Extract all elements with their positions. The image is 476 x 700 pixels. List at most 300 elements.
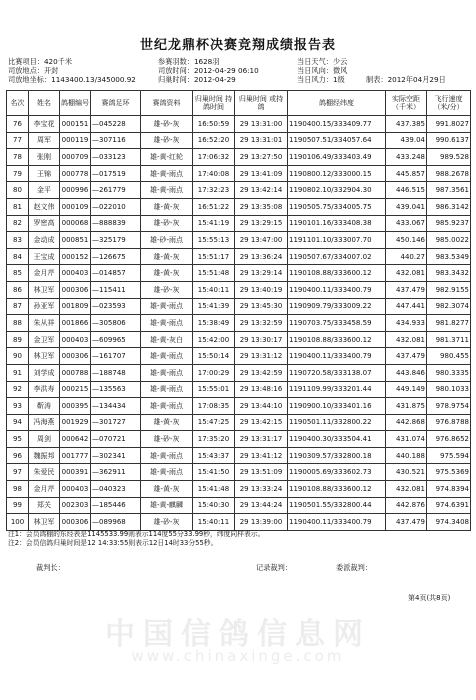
footnotes [8, 530, 264, 548]
cell-hold-time: 17:35:20 [193, 431, 235, 448]
cell-ring: —014857 [91, 265, 141, 282]
info-item: 比赛项目：420千米 [8, 57, 73, 66]
table-row [7, 198, 471, 215]
cell-coordinates: 1190309.57/332800.18 [288, 447, 386, 464]
table-row [7, 149, 471, 166]
cell-distance: 437.479 [386, 281, 427, 298]
cell-rank: 88 [7, 315, 29, 332]
cell-coordinates: 1190507.67/334007.02 [288, 248, 386, 265]
cell-coordinates: 1190400.15/333409.77 [288, 116, 386, 133]
cell-hold-time: 15:41:50 [193, 464, 235, 481]
cell-distance: 430.521 [386, 464, 427, 481]
cell-rank: 91 [7, 364, 29, 381]
cell-coordinates: 1190802.10/332904.30 [288, 182, 386, 199]
cell-hold-time: 15:51:48 [193, 265, 235, 282]
cell-name: 周军 [29, 132, 60, 149]
cell-coordinates: 1190703.75/333458.59 [288, 315, 386, 332]
cell-hold-time: 16:51:22 [193, 198, 235, 215]
info-item: 司放地点：开封 [8, 66, 59, 75]
cell-bird-info: 雄-黄-麒麟 [141, 497, 193, 514]
cell-bird-info: 雄-黄-雨点 [141, 447, 193, 464]
cell-loft-no: 001777 [60, 447, 91, 464]
results-table [6, 90, 471, 531]
watermark-url: www.chinaxinge.com [131, 647, 345, 665]
table-row [7, 165, 471, 182]
committee-label: 委派裁判： [336, 563, 372, 572]
col-header-name: 姓名 [29, 91, 60, 116]
cell-coordinates: 1190400.11/333400.79 [288, 348, 386, 365]
cell-speed: 975.594 [427, 447, 471, 464]
cell-arrival: 29 13:33:24 [235, 481, 288, 498]
cell-rank: 93 [7, 398, 29, 415]
table-row [7, 182, 471, 199]
cell-bird-info: 雄-黄-灰 [141, 414, 193, 431]
cell-distance: 447.441 [386, 298, 427, 315]
table-row [7, 215, 471, 232]
cell-loft-no: 000306 [60, 281, 91, 298]
col-header-distance: 实际空距 （千米） [386, 91, 427, 116]
col-header-speed: 飞行速度 （米/分） [427, 91, 471, 116]
cell-distance: 442.876 [386, 497, 427, 514]
cell-distance: 432.081 [386, 265, 427, 282]
cell-bird-info: 雄-砂-灰 [141, 132, 193, 149]
cell-arrival: 29 13:45:30 [235, 298, 288, 315]
cell-arrival: 29 13:41:12 [235, 447, 288, 464]
cell-ring: —305806 [91, 315, 141, 332]
cell-speed: 975.5369 [427, 464, 471, 481]
cell-hold-time: 16:52:20 [193, 132, 235, 149]
cell-coordinates: 1190101.16/333408.38 [288, 215, 386, 232]
cell-speed: 981.8277 [427, 315, 471, 332]
cell-coordinates: 1190106.49/333403.49 [288, 149, 386, 166]
cell-distance: 432.081 [386, 481, 427, 498]
cell-hold-time: 16:50:59 [193, 116, 235, 133]
table-row [7, 431, 471, 448]
cell-distance: 434.933 [386, 315, 427, 332]
cell-ring: —185446 [91, 497, 141, 514]
cell-arrival: 29 13:29:15 [235, 215, 288, 232]
cell-coordinates: 1190005.69/333602.73 [288, 464, 386, 481]
cell-hold-time: 15:47:25 [193, 414, 235, 431]
cell-arrival: 29 13:44:10 [235, 398, 288, 415]
cell-distance: 431.074 [386, 431, 427, 448]
cell-arrival: 29 13:36:24 [235, 248, 288, 265]
cell-bird-info: 雄-黄-灰 [141, 198, 193, 215]
info-item: 当日天气：少云 [297, 57, 348, 66]
cell-speed: 974.3408 [427, 514, 471, 531]
cell-speed: 983.5349 [427, 248, 471, 265]
made-date: 制表：2012年04月29日 [366, 75, 446, 84]
cell-rank: 83 [7, 232, 29, 249]
table-row [7, 232, 471, 249]
cell-bird-info: 雄-黄-灰 [141, 481, 193, 498]
cell-rank: 76 [7, 116, 29, 133]
col-header-coordinates: 鸽棚经纬度 [288, 91, 386, 116]
cell-name: 金平 [29, 182, 60, 199]
cell-hold-time: 17:00:29 [193, 364, 235, 381]
cell-loft-no: 000851 [60, 232, 91, 249]
cell-ring: —188748 [91, 364, 141, 381]
cell-distance: 450.146 [386, 232, 427, 249]
cell-hold-time: 15:40:11 [193, 514, 235, 531]
cell-distance: 439.04 [386, 132, 427, 149]
cell-coordinates: 1190108.88/333600.12 [288, 331, 386, 348]
cell-hold-time: 15:55:13 [193, 232, 235, 249]
cell-speed: 981.3711 [427, 331, 471, 348]
cell-ring: —362911 [91, 464, 141, 481]
col-header-arrival: 归巢时间 或持鸽 [235, 91, 288, 116]
cell-speed: 982.9155 [427, 281, 471, 298]
info-item: 当日风向：微风 [297, 66, 348, 75]
cell-bird-info: 雄-黄-灰白 [141, 331, 193, 348]
cell-coordinates: 1190108.88/333600.12 [288, 265, 386, 282]
cell-coordinates: 1191109.99/333201.44 [288, 381, 386, 398]
info-item: 司放地坐标：1143400.13/345000.92 [8, 75, 136, 84]
table-row [7, 132, 471, 149]
cell-ring: —115411 [91, 281, 141, 298]
cell-bird-info: 雄-砂-灰 [141, 116, 193, 133]
cell-distance: 437.479 [386, 514, 427, 531]
cell-hold-time: 15:41:19 [193, 215, 235, 232]
table-row [7, 248, 471, 265]
table-row [7, 398, 471, 415]
cell-ring: —045228 [91, 116, 141, 133]
cell-speed: 974.6391 [427, 497, 471, 514]
report-title: 世纪龙鼎杯决赛竞翔成绩报告表 [139, 38, 336, 53]
cell-hold-time: 17:40:08 [193, 165, 235, 182]
cell-rank: 82 [7, 215, 29, 232]
table-row [7, 348, 471, 365]
cell-hold-time: 15:41:39 [193, 298, 235, 315]
cell-arrival: 29 13:42:15 [235, 414, 288, 431]
cell-arrival: 29 13:27:50 [235, 149, 288, 166]
footnote-1: 注1：会员鸽棚的东经表是1145533.99则表示114度55分33.99秒，纬度同样表示。 [8, 530, 265, 538]
cell-loft-no: 000306 [60, 514, 91, 531]
cell-ring: —017519 [91, 165, 141, 182]
cell-ring: —302341 [91, 447, 141, 464]
cell-rank: 97 [7, 464, 29, 481]
cell-hold-time: 17:32:23 [193, 182, 235, 199]
cell-loft-no: 000996 [60, 182, 91, 199]
cell-name: 冯海燕 [29, 414, 60, 431]
cell-hold-time: 15:42:00 [193, 331, 235, 348]
cell-name: 林卫军 [29, 348, 60, 365]
cell-arrival: 29 13:48:16 [235, 381, 288, 398]
cell-loft-no: 000215 [60, 381, 91, 398]
table-row [7, 364, 471, 381]
cell-coordinates: 1190108.88/333600.12 [288, 481, 386, 498]
cell-coordinates: 1190800.12/333000.15 [288, 165, 386, 182]
cell-ring: —325179 [91, 232, 141, 249]
cell-distance: 445.857 [386, 165, 427, 182]
cell-rank: 89 [7, 331, 29, 348]
cell-ring: —261779 [91, 182, 141, 199]
cell-bird-info: 雄-黄-雨点 [141, 298, 193, 315]
cell-hold-time: 17:08:35 [193, 398, 235, 415]
cell-distance: 449.149 [386, 381, 427, 398]
cell-distance: 432.081 [386, 331, 427, 348]
cell-distance: 439.041 [386, 198, 427, 215]
cell-name: 李洪寿 [29, 381, 60, 398]
cell-name: 王宝成 [29, 248, 60, 265]
cell-loft-no: 000778 [60, 165, 91, 182]
cell-bird-info: 雄-砂-灰 [141, 431, 193, 448]
cell-coordinates: 1190400.11/333400.79 [288, 281, 386, 298]
cell-arrival: 29 13:51:09 [235, 464, 288, 481]
cell-speed: 978.9754 [427, 398, 471, 415]
cell-bird-info: 雄-黄-雨点 [141, 348, 193, 365]
cell-arrival: 29 13:42:59 [235, 364, 288, 381]
cell-loft-no: 000642 [60, 431, 91, 448]
cell-arrival: 29 13:31:01 [235, 132, 288, 149]
cell-ring: —134434 [91, 398, 141, 415]
page-number: 第4页(共8页) [408, 594, 451, 602]
cell-loft-no: 000391 [60, 464, 91, 481]
cell-speed: 987.3561 [427, 182, 471, 199]
cell-rank: 86 [7, 281, 29, 298]
info-item: 参赛羽数：1628羽 [158, 57, 220, 66]
cell-arrival: 29 13:44:24 [235, 497, 288, 514]
cell-loft-no: 002303 [60, 497, 91, 514]
cell-speed: 989.528 [427, 149, 471, 166]
table-row [7, 116, 471, 133]
cell-ring: —301727 [91, 414, 141, 431]
cell-hold-time: 15:43:37 [193, 447, 235, 464]
cell-speed: 985.9237 [427, 215, 471, 232]
cell-speed: 980.455 [427, 348, 471, 365]
cell-bird-info: 雄-黄-雨点 [141, 381, 193, 398]
footnote-2: 注2：会员信鸽归巢时间是12 14:33:55则表示12日14时33分55秒。 [8, 539, 218, 547]
cell-name: 刘学成 [29, 364, 60, 381]
cell-name: 金月芹 [29, 481, 60, 498]
cell-distance: 431.875 [386, 398, 427, 415]
table-row [7, 281, 471, 298]
recorder-label: 记录裁判： [256, 563, 292, 572]
cell-arrival: 29 13:35:08 [235, 198, 288, 215]
cell-rank: 96 [7, 447, 29, 464]
cell-distance: 433.248 [386, 149, 427, 166]
cell-name: 王锦 [29, 165, 60, 182]
cell-rank: 80 [7, 182, 29, 199]
cell-coordinates: 1190505.75/334005.75 [288, 198, 386, 215]
cell-name: 金月芹 [29, 265, 60, 282]
table-row [7, 265, 471, 282]
cell-speed: 986.3142 [427, 198, 471, 215]
cell-rank: 77 [7, 132, 29, 149]
cell-name: 李宝花 [29, 116, 60, 133]
cell-name: 魏振邦 [29, 447, 60, 464]
cell-name: 张刚 [29, 149, 60, 166]
table-row [7, 514, 471, 531]
referee-chief-label: 裁判长： [36, 563, 65, 572]
cell-distance: 442.868 [386, 414, 427, 431]
cell-hold-time: 15:50:14 [193, 348, 235, 365]
cell-loft-no: 000788 [60, 364, 91, 381]
cell-loft-no: 000119 [60, 132, 91, 149]
cell-loft-no: 000403 [60, 481, 91, 498]
cell-distance: 437.479 [386, 348, 427, 365]
cell-arrival: 29 13:42:14 [235, 182, 288, 199]
cell-arrival: 29 13:39:00 [235, 514, 288, 531]
cell-name: 靳涛 [29, 398, 60, 415]
cell-name: 金卫军 [29, 331, 60, 348]
cell-loft-no: 001809 [60, 298, 91, 315]
cell-ring: —888839 [91, 215, 141, 232]
cell-coordinates: 1190501.55/332800.44 [288, 497, 386, 514]
cell-bird-info: 雄-黄-雨点 [141, 182, 193, 199]
cell-loft-no: 000403 [60, 265, 91, 282]
cell-arrival: 29 13:31:12 [235, 348, 288, 365]
table-row [7, 315, 471, 332]
cell-rank: 92 [7, 381, 29, 398]
cell-rank: 87 [7, 298, 29, 315]
cell-bird-info: 雄-砂-灰 [141, 281, 193, 298]
cell-name: 赵文伟 [29, 198, 60, 215]
info-item: 当日风力：1级 [297, 75, 345, 84]
cell-hold-time: 15:40:11 [193, 281, 235, 298]
cell-hold-time: 17:06:32 [193, 149, 235, 166]
cell-bird-info: 雄-黄-雨点 [141, 315, 193, 332]
cell-distance: 446.515 [386, 182, 427, 199]
cell-hold-time: 15:38:49 [193, 315, 235, 332]
cell-rank: 94 [7, 414, 29, 431]
cell-distance: 440.188 [386, 447, 427, 464]
cell-speed: 983.3432 [427, 265, 471, 282]
table-row [7, 497, 471, 514]
watermark-text: 中国信鸽信息网 [105, 617, 371, 652]
cell-arrival: 29 13:29:14 [235, 265, 288, 282]
cell-arrival: 29 13:30:17 [235, 331, 288, 348]
col-header-rank: 名次 [7, 91, 29, 116]
cell-loft-no: 000306 [60, 348, 91, 365]
table-row [7, 331, 471, 348]
info-col-mid [158, 57, 259, 84]
info-item: 归巢时间：2012-04-29 [158, 75, 236, 84]
cell-bird-info: 雄-黄-雨点 [141, 364, 193, 381]
cell-ring: —135563 [91, 381, 141, 398]
cell-rank: 79 [7, 165, 29, 182]
cell-speed: 980.3335 [427, 364, 471, 381]
cell-rank: 95 [7, 431, 29, 448]
cell-speed: 991.8027 [427, 116, 471, 133]
cell-bird-info: 雄-黄-灰 [141, 248, 193, 265]
cell-coordinates: 1190400.11/333400.79 [288, 514, 386, 531]
cell-name: 金动成 [29, 232, 60, 249]
cell-rank: 99 [7, 497, 29, 514]
cell-name: 周剑 [29, 431, 60, 448]
cell-rank: 98 [7, 481, 29, 498]
cell-bird-info: 雄-黄-雨点 [141, 165, 193, 182]
cell-name: 孙亚军 [29, 298, 60, 315]
cell-distance: 433.067 [386, 215, 427, 232]
cell-speed: 976.8652 [427, 431, 471, 448]
cell-bird-info: 雄-砂-灰 [141, 514, 193, 531]
cell-name: 罗密高 [29, 215, 60, 232]
table-row [7, 464, 471, 481]
cell-coordinates: 1190400.30/333504.41 [288, 431, 386, 448]
cell-ring: —609965 [91, 331, 141, 348]
cell-speed: 976.8788 [427, 414, 471, 431]
cell-speed: 990.6137 [427, 132, 471, 149]
cell-distance: 437.385 [386, 116, 427, 133]
cell-coordinates: 1190909.79/333009.22 [288, 298, 386, 315]
cell-coordinates: 1190507.51/334057.64 [288, 132, 386, 149]
table-row [7, 481, 471, 498]
cell-hold-time: 15:51:17 [193, 248, 235, 265]
cell-hold-time: 15:41:48 [193, 481, 235, 498]
cell-arrival: 29 13:40:19 [235, 281, 288, 298]
col-header-loft-no: 鸽棚编号 [60, 91, 91, 116]
cell-loft-no: 000709 [60, 149, 91, 166]
cell-ring: —161707 [91, 348, 141, 365]
cell-ring: —040323 [91, 481, 141, 498]
cell-loft-no: 000403 [60, 331, 91, 348]
cell-name: 林卫军 [29, 281, 60, 298]
col-header-bird-info: 赛鸽资料 [141, 91, 193, 116]
cell-ring: —033123 [91, 149, 141, 166]
cell-ring: —022010 [91, 198, 141, 215]
cell-speed: 982.3074 [427, 298, 471, 315]
cell-bird-info: 雄-黄-雨点 [141, 398, 193, 415]
cell-loft-no: 000395 [60, 398, 91, 415]
cell-arrival: 29 13:31:17 [235, 431, 288, 448]
cell-coordinates: 1190720.58/333138.07 [288, 364, 386, 381]
table-row [7, 414, 471, 431]
cell-ring: —307116 [91, 132, 141, 149]
cell-rank: 81 [7, 198, 29, 215]
cell-coordinates: 1190501.11/332800.22 [288, 414, 386, 431]
cell-distance: 443.846 [386, 364, 427, 381]
cell-loft-no: 000068 [60, 215, 91, 232]
cell-loft-no: 000151 [60, 116, 91, 133]
cell-loft-no: 000152 [60, 248, 91, 265]
cell-bird-info: 雄-砂-雨点 [141, 232, 193, 249]
table-row [7, 447, 471, 464]
cell-name: 郑关 [29, 497, 60, 514]
cell-loft-no: 000109 [60, 198, 91, 215]
cell-loft-no: 001929 [60, 414, 91, 431]
table-row [7, 298, 471, 315]
cell-name: 朱从祥 [29, 315, 60, 332]
info-col-right [297, 57, 347, 84]
cell-rank: 85 [7, 265, 29, 282]
info-item: 司放时间：2012-04-29 06:10 [158, 66, 259, 75]
cell-bird-info: 雄-黄-雨点 [141, 464, 193, 481]
cell-speed: 974.8394 [427, 481, 471, 498]
cell-name: 林卫军 [29, 514, 60, 531]
cell-ring: —070721 [91, 431, 141, 448]
cell-rank: 100 [7, 514, 29, 531]
cell-bird-info: 雄-黄-红轮 [141, 149, 193, 166]
cell-bird-info: 雄-黄-灰 [141, 265, 193, 282]
cell-rank: 84 [7, 248, 29, 265]
cell-name: 朱爱民 [29, 464, 60, 481]
cell-speed: 980.1033 [427, 381, 471, 398]
cell-bird-info: 雄-砂-灰 [141, 215, 193, 232]
cell-arrival: 29 13:31:00 [235, 116, 288, 133]
cell-arrival: 29 13:47:00 [235, 232, 288, 249]
cell-rank: 78 [7, 149, 29, 166]
info-col-left [8, 57, 136, 84]
cell-loft-no: 001866 [60, 315, 91, 332]
cell-arrival: 29 13:32:59 [235, 315, 288, 332]
cell-coordinates: 1190900.10/333401.16 [288, 398, 386, 415]
cell-arrival: 29 13:41:09 [235, 165, 288, 182]
cell-ring: —023593 [91, 298, 141, 315]
table-row [7, 381, 471, 398]
cell-speed: 985.0022 [427, 232, 471, 249]
cell-coordinates: 1191101.10/333007.70 [288, 232, 386, 249]
